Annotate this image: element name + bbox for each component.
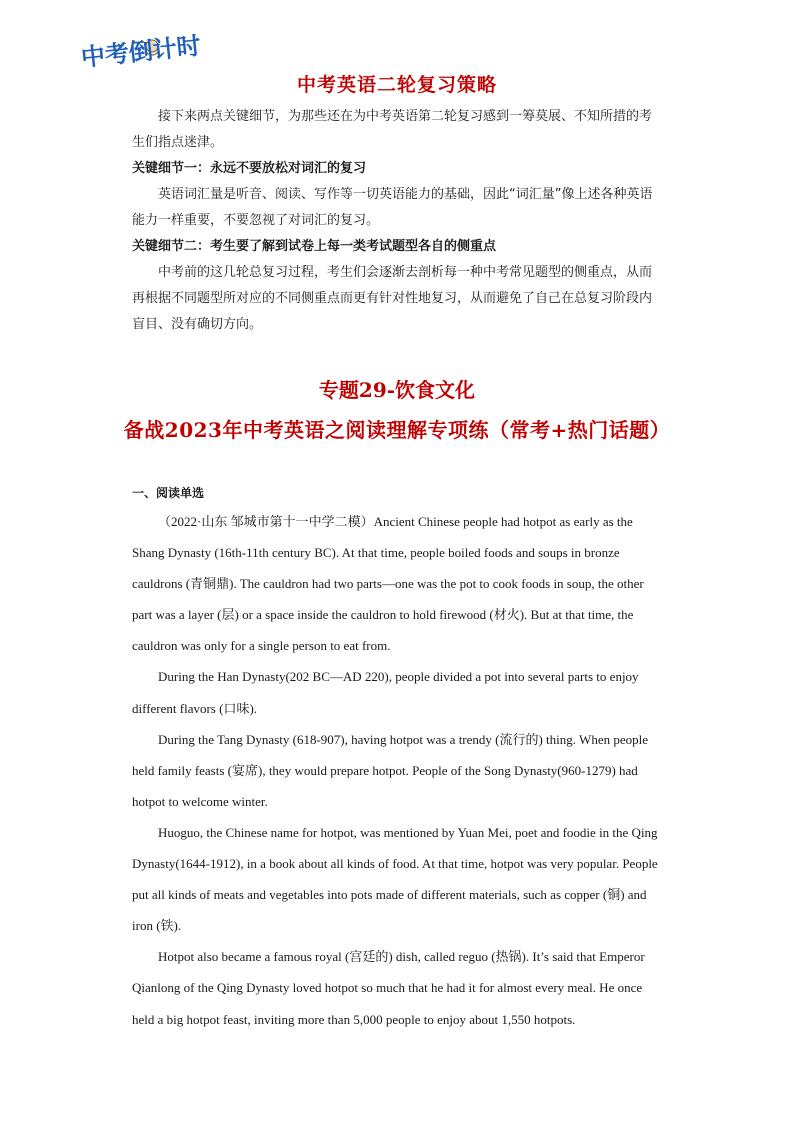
strategy-paragraph-intro: 接下来两点关键细节，为那些还在为中考英语第二轮复习感到一筹莫展、不知所措的考生们指点迷津。	[132, 109, 653, 150]
reading-passage	[132, 506, 662, 1035]
passage-paragraph-1: （2022·山东 邹城市第十一中学二模）Ancient Chinese people had hotpot as early as the Shang Dynasty (16th-11th century BC). At that time, people boiled foods and soups in bronze cauldrons (青铜鼎). The cauldron had two parts—one was the pot to cook foods in soup, the other part was a layer (层) or a space inside the cauldron to hold firewood (材火). But at that time, the cauldron was only for a single person to eat from.	[132, 514, 644, 654]
section-label: 一、阅读单选	[132, 486, 205, 500]
passage-paragraph-4: Huoguo, the Chinese name for hotpot, was mentioned by Yuan Mei, poet and foodie in the Qing Dynasty(1644-1912), in a book about all kinds of food. At that time, hotpot was very popular. People put all kinds of meats and vegetables into pots made of different materials, such as copper (铜) and iron (铁).	[132, 824, 658, 934]
key-detail-two-heading: 关键细节二：考生要了解到试卷上每一类考试题型各自的侧重点	[132, 239, 497, 254]
passage-paragraph-2: During the Han Dynasty(202 BC—AD 220), people divided a pot into several parts to enjoy different flavors (口味).	[132, 669, 639, 716]
passage-paragraph-5: Hotpot also became a famous royal (宫廷的) dish, called reguo (热锅). It’s said that Emperor Qianlong of the Qing Dynasty loved hotpot so much that he had it for almost every meal. He once held a big hotpot feast, inviting more than 5,000 people to enjoy about 1,550 hotpots.	[132, 949, 645, 1027]
strategy-title: 中考英语二轮复习策略	[296, 74, 497, 96]
key-detail-two-body: 中考前的这几轮总复习过程，考生们会逐渐去剖析每一种中考常见题型的侧重点，从而再根据不同题型所对应的不同侧重点而更有针对性地复习，从而避免了自己在总复习阶段内盲目、没有确切方向。	[132, 265, 653, 332]
key-detail-one-body: 英语词汇量是听音、阅读、写作等一切英语能力的基础，因此“词汇量”像上述各种英语能力一样重要，不要忽视了对词汇的复习。	[132, 187, 653, 228]
passage-paragraph-3: During the Tang Dynasty (618-907), having hotpot was a trendy (流行的) thing. When people held family feasts (宴席), they would prepare hotpot. People of the Song Dynasty(960-1279) had hotpot to welcome winter.	[132, 731, 648, 809]
topic-title: 专题29-饮食文化	[318, 378, 476, 402]
key-detail-one-heading: 关键细节一：永远不要放松对词汇的复习	[132, 161, 367, 176]
main-title: 备战2023年中考英语之阅读理解专项练（常考+热门话题）	[123, 418, 671, 442]
logo-text-top: 中考倒计时	[79, 31, 202, 72]
strategy-section	[132, 104, 662, 338]
